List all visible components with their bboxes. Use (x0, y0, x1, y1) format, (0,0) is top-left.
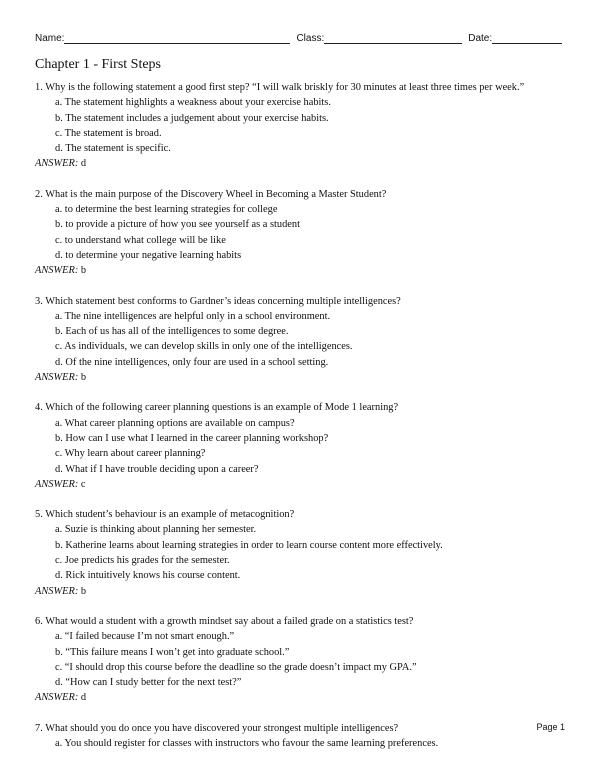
answer-option: c. The statement is broad. (55, 127, 162, 139)
answer-label: ANSWER: (35, 585, 79, 597)
question-1 (35, 80, 575, 172)
class-field[interactable] (324, 33, 462, 44)
question-5 (35, 507, 575, 599)
name-label: Name: (35, 33, 65, 44)
question-stem: 5. Which student’s behaviour is an example of metacognition? (35, 509, 295, 521)
answer-option: b. The statement includes a judgement about your exercise habits. (55, 112, 329, 124)
answer-option: a. What career planning options are available on campus? (55, 417, 295, 429)
date-label: Date: (468, 33, 493, 44)
answer-value: b (80, 265, 87, 277)
answer-option: c. Joe predicts his grades for the semester. (55, 555, 230, 567)
answer-option: a. The nine intelligences are helpful only in a school environment. (55, 310, 331, 322)
question-list (35, 80, 575, 766)
question-stem: 4. Which of the following career planning questions is an example of Mode 1 learning? (35, 402, 399, 414)
answer-value: d (80, 692, 87, 704)
answer-key (35, 477, 575, 492)
name-field[interactable] (64, 33, 290, 44)
question-4 (35, 400, 575, 492)
answer-option: d. The statement is specific. (55, 143, 171, 155)
student-info-header (35, 33, 565, 44)
answer-option: a. The statement highlights a weakness about your exercise habits. (55, 97, 331, 109)
question-stem: 6. What would a student with a growth mindset say about a failed grade on a statistics test? (35, 615, 414, 627)
answer-option: d. Rick intuitively knows his course content. (55, 570, 241, 582)
answer-option: a. to determine the best learning strategies for college (55, 204, 278, 216)
question-3 (35, 294, 575, 386)
question-stem: 3. Which statement best conforms to Gardner’s ideas concerning multiple intelligences? (35, 295, 401, 307)
answer-option: d. “How can I study better for the next test?” (55, 677, 242, 689)
answer-key (35, 690, 575, 705)
class-label: Class: (296, 33, 325, 44)
answer-option: b. to provide a picture of how you see yourself as a student (55, 219, 300, 231)
answer-option: c. As individuals, we can develop skills in only one of the intelligences. (55, 341, 353, 353)
answer-label: ANSWER: (35, 478, 79, 490)
question-2 (35, 187, 575, 279)
answer-value: b (80, 372, 87, 384)
answer-key (35, 263, 575, 278)
answer-option: b. How can I use what I learned in the career planning workshop? (55, 432, 329, 444)
answer-option: d. Of the nine intelligences, only four are used in a school setting. (55, 356, 329, 368)
answer-option: c. “I should drop this course before the deadline so the grade doesn’t impact my GPA.” (55, 661, 417, 673)
answer-option: d. to determine your negative learning habits (55, 249, 242, 261)
answer-value: b (80, 585, 87, 597)
question-7 (35, 721, 575, 752)
answer-value: c (80, 478, 86, 490)
answer-value: d (80, 158, 87, 170)
question-6 (35, 614, 575, 706)
page-number: Page 1 (536, 722, 565, 732)
answer-key (35, 156, 575, 171)
answer-option: a. Suzie is thinking about planning her semester. (55, 524, 257, 536)
question-stem: 2. What is the main purpose of the Discovery Wheel in Becoming a Master Student? (35, 188, 387, 200)
answer-label: ANSWER: (35, 158, 79, 170)
date-field[interactable] (492, 33, 562, 44)
answer-option: b. “This failure means I won’t get into graduate school.” (55, 646, 290, 658)
answer-label: ANSWER: (35, 372, 79, 384)
answer-option: c. Why learn about career planning? (55, 448, 206, 460)
answer-option: a. “I failed because I’m not smart enough.” (55, 631, 235, 643)
answer-label: ANSWER: (35, 692, 79, 704)
answer-key (35, 584, 575, 599)
answer-label: ANSWER: (35, 265, 79, 277)
question-stem: 1. Why is the following statement a good first step? “I will walk briskly for 30 minutes at least three times per week.” (35, 82, 525, 93)
chapter-title: Chapter 1 - First Steps (35, 57, 161, 72)
answer-option: a. You should register for classes with instructors who favour the same learning preferences. (55, 737, 439, 749)
answer-option: b. Katherine learns about learning strategies in order to learn course content more effectively. (55, 539, 443, 551)
answer-option: c. to understand what college will be like (55, 234, 226, 246)
answer-option: d. What if I have trouble deciding upon a career? (55, 463, 259, 475)
answer-key (35, 370, 575, 385)
question-stem: 7. What should you do once you have discovered your strongest multiple intelligences? (35, 722, 399, 734)
answer-option: b. Each of us has all of the intelligences to some degree. (55, 326, 289, 338)
